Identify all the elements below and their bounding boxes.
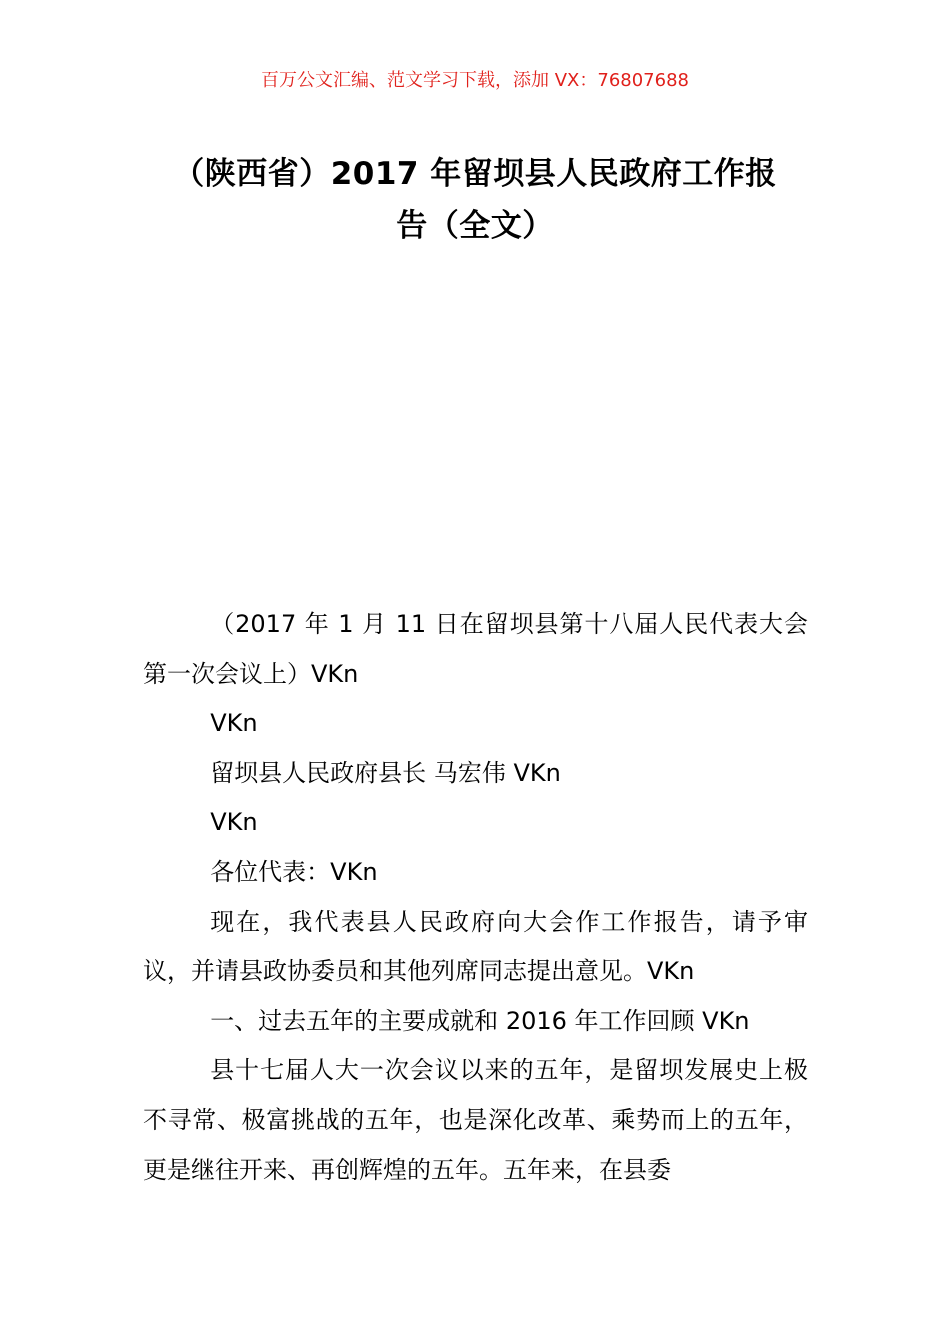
paragraph-meeting-info: （2017 年 1 月 11 日在留坝县第十八届人民代表大会第一次会议上）VKn — [143, 610, 808, 688]
header-note: 百万公文汇编、范文学习下载，添加 VX：76807688 — [261, 70, 689, 91]
title-line-1: （陕西省）2017 年留坝县人民政府工作报 — [173, 156, 777, 192]
document-body — [143, 600, 808, 1195]
paragraph-review: 县十七届人大一次会议以来的五年，是留坝发展史上极不寻常、极富挑战的五年，也是深化改革、乘势而上的五年，更是继往开来、再创辉煌的五年。五年来，在县委 — [143, 1056, 808, 1184]
paragraph-intro: 现在，我代表县人民政府向大会作工作报告，请予审议，并请县政协委员和其他列席同志提出意见。VKn — [143, 907, 808, 986]
paragraph-salutation: 各位代表：VKn — [210, 857, 378, 886]
section-heading-1: 一、过去五年的主要成就和 2016 年工作回顾 VKn — [210, 1006, 750, 1035]
paragraph-blank-1: VKn — [210, 709, 258, 738]
paragraph-speaker: 留坝县人民政府县长 马宏伟 VKn — [210, 758, 561, 787]
title-line-2: 告（全文） — [396, 208, 554, 244]
document-title — [120, 148, 830, 252]
paragraph-blank-2: VKn — [210, 808, 258, 837]
